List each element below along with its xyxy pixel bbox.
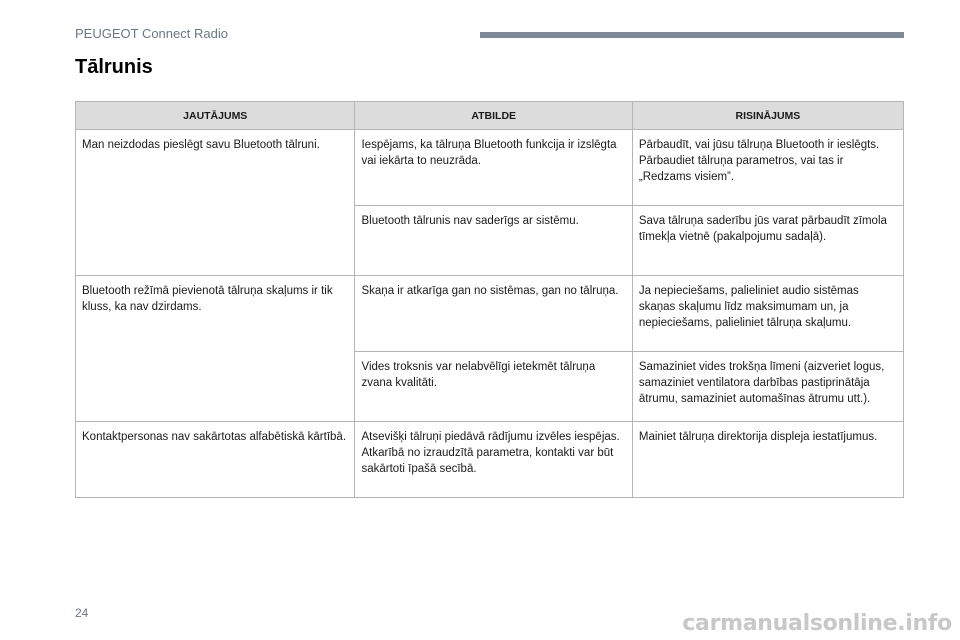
question-cell: Man neizdodas pieslēgt savu Bluetooth tālruni.: [76, 130, 355, 276]
solution-text: Pārbaudīt, vai jūsu tālruņa Bluetooth ir ieslēgts. Pārbaudiet tālruņa parametros, vai tas ir „Redzams visiem”.: [638, 139, 880, 183]
solution-cell: [632, 130, 903, 206]
table-row: [76, 276, 904, 352]
column-header-solution: RISINĀJUMS: [632, 102, 903, 130]
watermark: carmanualsonline.info: [682, 611, 952, 636]
table-row: [76, 130, 904, 206]
table-row: [76, 422, 904, 498]
troubleshooting-table: [75, 101, 904, 498]
running-header: PEUGEOT Connect Radio: [75, 26, 228, 41]
solution-cell: Samaziniet vides trokšņa līmeni (aizveriet logus, samaziniet ventilatora darbības pastiprinātāja ātrumu, samaziniet automašīnas ātrumu utt.).: [632, 352, 903, 422]
page-number: 24: [75, 606, 89, 620]
answer-cell: Atsevišķi tālruņi piedāvā rādījumu izvēles iespējas. Atkarībā no izraudzītā parametra, kontakti var būt sakārtoti īpašā secībā.: [355, 422, 632, 498]
page-title: Tālrunis: [75, 56, 153, 78]
solution-cell: Sava tālruņa saderību jūs varat pārbaudīt zīmola tīmekļa vietnē (pakalpojumu sadaļā).: [632, 206, 903, 276]
question-cell: Bluetooth režīmā pievienotā tālruņa skaļums ir tik kluss, ka nav dzirdams.: [76, 276, 355, 422]
column-header-answer: ATBILDE: [355, 102, 632, 130]
table-header-row: [76, 102, 904, 130]
answer-cell: Iespējams, ka tālruņa Bluetooth funkcija ir izslēgta vai iekārta to neuzrāda.: [355, 130, 632, 206]
column-header-question: JAUTĀJUMS: [76, 102, 355, 130]
solution-cell: Ja nepieciešams, palieliniet audio sistēmas skaņas skaļumu līdz maksimumam un, ja nepieciešams, palieliniet tālruņa skaļumu.: [632, 276, 903, 352]
question-cell: Kontaktpersonas nav sakārtotas alfabētiskā kārtībā.: [76, 422, 355, 498]
answer-cell: Vides troksnis var nelabvēlīgi ietekmēt tālruņa zvana kvalitāti.: [355, 352, 632, 422]
answer-cell: Skaņa ir atkarīga gan no sistēmas, gan no tālruņa.: [355, 276, 632, 352]
header-divider-bar: [480, 32, 904, 38]
answer-cell: Bluetooth tālrunis nav saderīgs ar sistēmu.: [355, 206, 632, 276]
solution-cell: Mainiet tālruņa direktorija displeja iestatījumus.: [632, 422, 903, 498]
